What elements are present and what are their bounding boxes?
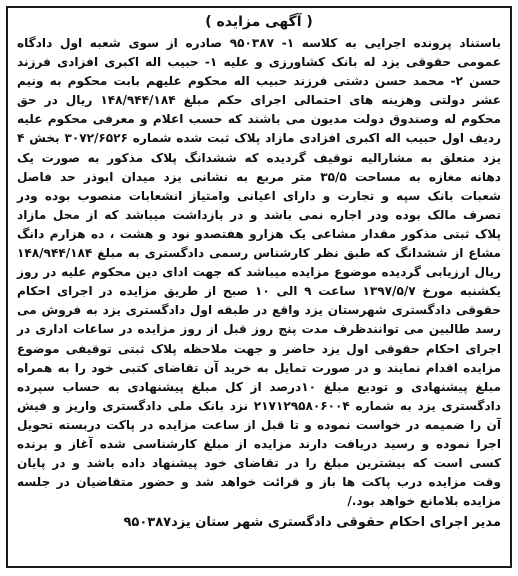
notice-title: ( آگهی مزایده ) — [205, 14, 313, 30]
notice-signature: مدیر اجرای احکام حقوقی دادگستری شهر ستان یزد۹۵۰۳۸۷ — [123, 515, 501, 531]
auction-notice — [6, 6, 512, 568]
notice-body: باستناد پرونده اجرایی به کلاسه ۱- ۹۵۰۳۸۷ صادره از سوی شعبه اول دادگاه عمومی حقوقی یزد له بانک کشاورزی و علیه ۱- حبیب اله اکبری افزادی فرزند حسن ۲- محمد حسن دشتی فرزند حبیب اله محکوم علیهم بابت محکوم به ونیم عشر دولتی وهزینه های احتمالی اجرای حکم مبلغ ۱۴۸/۹۴۴/۱۸۴ ریال در حق محکوم له وصندوق دولت مدیون می باشند که حسب اعلام و معرفی محکوم علیه ردیف اول حبیب اله اکبری افزادی مازاد پلاک ثبت شده شماره ۳۰۷۲/۶۵۲۶ بخش ۴ یزد متعلق به مشارالیه توقیف گردیده که ششدانگ پلاک مذکور به صورت یک دهانه مغازه به مساحت ۳۵/۵ متر مربع به نشانی یزد میدان ابوذر حد فاصل شعبات بانک سپه و تجارت و دارای اعیانی وامتیاز انشعابات منصوب بوده ودر تصرف مالک بوده ودر اجاره نمی باشد و در بازداشت میباشد که از محل مازاد پلاک ثبتی مذکور مقدار مشاعی یک هزارو هفتصدو نود و هشت ، ده هزارم دانگ مشاع از ششدانگ که طبق نظر کارشناس رسمی دادگستری به مبلغ ۱۴۸/۹۴۴/۱۸۴ ریال ارزیابی گردیده موضوع مزایده میباشد که جهت ادای دین محکوم علیه در روز یکشنبه مورخ ۱۳۹۷/۵/۷ ساعت ۹ الی ۱۰ صبح از طریق مزایده در اجرای احکام حقوقی دادگستری شهرستان یزد واقع در طبقه اول دادگستری یزد به فروش می رسد طالبین می توانندظرف مدت پنج روز قبل از روز مزایده در ساعات اداری در اجرای احکام حقوقی اول یزد حاضر و جهت ملاحظه پلاک ثبتی توقیفی موضوع مزایده اقدام نمایند و در صورت تمایل به خرید آن تقاضای کتبی خود را به همراه مبلغ پیشنهادی و تودیع مبلغ ۱۰درصد از کل مبلغ پیشنهادی به حساب سپرده دادگستری یزد به شماره ۲۱۷۱۲۹۵۸۰۶۰۰۴ نزد بانک ملی دادگستری واریز و فیش آن را ضمیمه در خواست نموده و تا قبل از ساعت مزایده در پاکت دربسته تحویل اجرا نموده و رسید دریافت دارند مزایده از مبلغ کارشناسی شده آغاز و برنده کسی است که بیشترین مبلغ را در تقاضای خود پیشنهاد داده باشد و در پایان وقت مزایده درب پاکت ها باز و قرائت خواهد شد و حضور متقاضیان در جلسه مزایده بلامانع خواهد بود./ — [17, 36, 502, 509]
